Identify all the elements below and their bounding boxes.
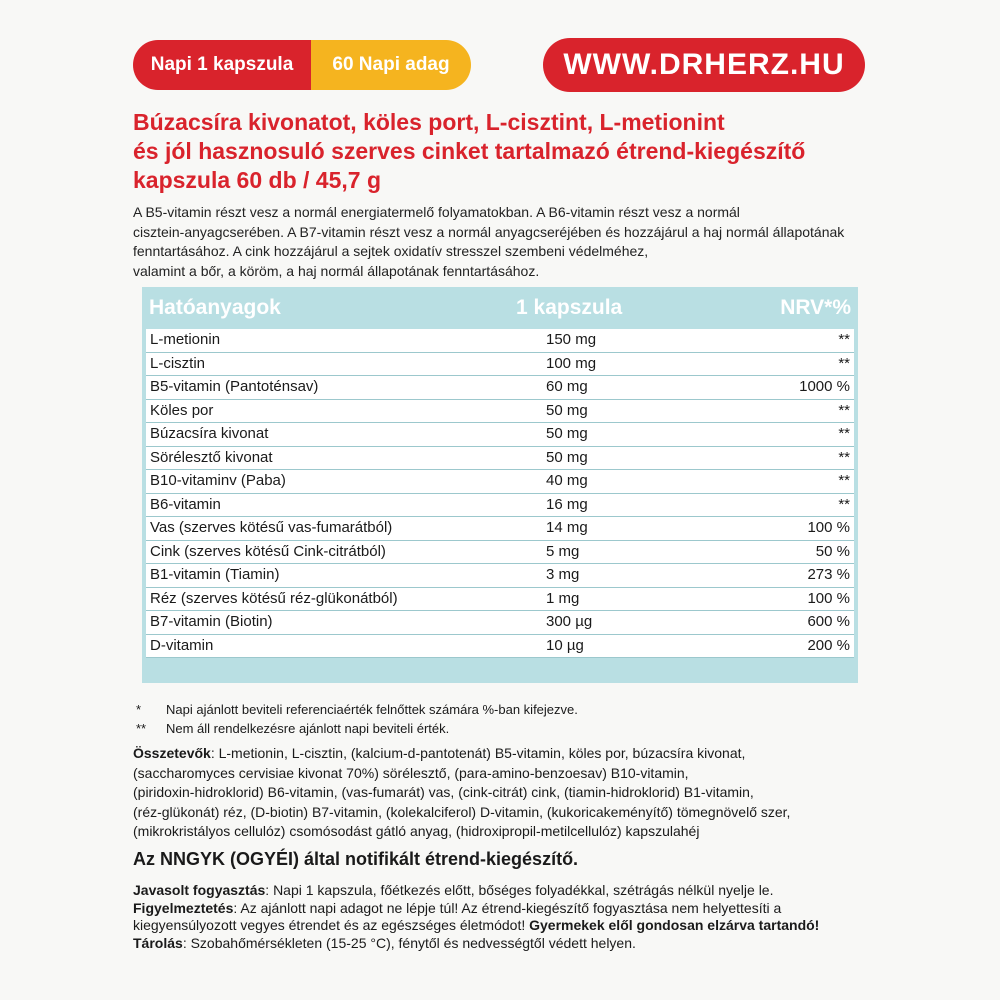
table-row (146, 611, 854, 635)
website-link[interactable]: WWW.DRHERZ.HU (543, 38, 865, 92)
ingredient-nrv: 600 % (807, 613, 850, 630)
ingredient-name: L-metionin (150, 331, 221, 348)
warning-bold-text: Gyermekek elől gondosan elzárva tartandó! (529, 917, 820, 933)
ingredient-name: Köles por (150, 401, 214, 419)
ingredient-nrv: ** (838, 401, 850, 419)
ingredient-nrv: ** (838, 331, 850, 348)
daily-dose-label: Napi 1 kapszula (133, 40, 311, 90)
ingredient-name: B10-vitaminv (Paba) (150, 472, 286, 489)
ingredients-line: (piridoxin-hidroklorid) B6-vitamin, (vas-fumarát) vas, (cink-citrát) cink, (tiamin-hidroklorid) B1-vitamin, (133, 784, 754, 800)
warning-text: kiegyensúlyozott vegyes étrendet és az egészséges életmódot! (133, 917, 530, 933)
intro-line: cisztein-anyagcserében. A B7-vitamin részt vesz a normál anyagcseréjében és hozzájárul a haj normál állapotának (133, 223, 845, 240)
ingredient-name: L-cisztin (150, 354, 206, 372)
ingredient-nrv: ** (838, 354, 850, 372)
notification-statement: Az NNGYK (OGYÉI) által notifikált étrend-kiegészítő. (133, 849, 579, 869)
ingredients-section (133, 744, 873, 842)
table-body (146, 329, 854, 658)
recommended-line (133, 882, 873, 900)
ingredient-nrv: 100 % (807, 519, 850, 536)
warning-label: Figyelmeztetés (133, 899, 234, 916)
ingredient-amount: 50 mg (546, 425, 588, 442)
ingredient-amount: 1 mg (546, 589, 580, 607)
ingredients-line: (mikrokristályos cellulóz) csomósodást gátló anyag, (hidroxipropil-metilcellulóz) kapszulahéj (133, 823, 700, 839)
portion-count-label: 60 Napi adag (311, 40, 471, 90)
ingredient-name: Cink (szerves kötésű Cink-citrátból) (150, 542, 386, 560)
table-header (143, 287, 857, 329)
ingredient-amount: 50 mg (546, 401, 588, 419)
footnote-text: Nem áll rendelkezésre ajánlott napi beviteli érték. (166, 721, 450, 736)
ingredient-nrv: ** (838, 448, 850, 466)
dosage-pill (133, 40, 471, 90)
table-row (146, 329, 854, 353)
footnotes (133, 700, 873, 738)
ingredient-nrv: 50 % (815, 542, 850, 560)
ingredient-amount: 50 mg (546, 448, 588, 466)
ingredient-nrv: 1000 % (799, 378, 850, 395)
ingredient-name: Réz (szerves kötésű réz-glükonátból) (150, 589, 398, 607)
table-row (146, 635, 854, 659)
ingredient-amount: 40 mg (546, 472, 588, 489)
storage-label: Tárolás (133, 934, 183, 951)
intro-line: A B5-vitamin részt vesz a normál energiatermelő folyamatokban. A B6-vitamin részt vesz a normál (133, 204, 740, 220)
ingredients-line: (saccharomyces cervisiae kivonat 70%) sörélesztő, (para-amino-benzoesav) B10-vitamin, (133, 764, 689, 781)
ingredients-line (133, 744, 873, 764)
usage-section (133, 882, 873, 952)
ingredient-name: B6-vitamin (150, 495, 221, 513)
recommended-label: Javasolt fogyasztás (133, 882, 266, 898)
ingredient-nrv: ** (838, 425, 850, 442)
footnote-mark: * (136, 702, 142, 717)
product-headline (133, 108, 873, 195)
table-row (146, 353, 854, 377)
intro-line: fenntartásához. A cink hozzájárul a sejtek oxidatív stresszel szembeni védelméhez, (133, 243, 649, 259)
ingredient-amount: 100 mg (546, 354, 597, 372)
header-ingredient: Hatóanyagok (149, 296, 281, 319)
footnote-mark: ** (136, 721, 147, 736)
table-row (146, 588, 854, 612)
ingredients-text: : L-metionin, L-cisztin, (kalcium-d-pantotenát) B5-vitamin, köles por, búzacsíra kivonat, (210, 745, 746, 761)
table-row (146, 423, 854, 447)
ingredient-amount: 3 mg (546, 566, 580, 583)
ingredient-name: B1-vitamin (Tiamin) (150, 566, 280, 583)
ingredients-label: Összetevők (133, 745, 211, 761)
ingredient-nrv: 100 % (807, 589, 850, 607)
table-row (146, 447, 854, 471)
footnote (133, 700, 873, 719)
warning-line (133, 900, 873, 918)
storage-text: : Szobahőmérsékleten (15-25 °C), fénytől és nedvességtől védett helyen. (182, 934, 636, 951)
header-amount: 1 kapszula (516, 296, 623, 319)
ingredient-name: Vas (szerves kötésű vas-fumarátból) (150, 519, 393, 536)
table-row (146, 470, 854, 494)
warning-line (133, 917, 873, 935)
ingredient-amount: 16 mg (546, 495, 588, 513)
header-nrv: NRV*% (780, 296, 851, 319)
table-row (146, 564, 854, 588)
table-row (146, 541, 854, 565)
ingredient-amount: 5 mg (546, 542, 580, 560)
ingredient-name: D-vitamin (150, 636, 214, 654)
ingredient-name: Búzacsíra kivonat (150, 425, 269, 442)
footnote-text: Napi ajánlott beviteli referenciaérték felnőttek számára %-ban kifejezve. (166, 702, 578, 717)
storage-line (133, 935, 873, 953)
intro-text (133, 203, 873, 281)
ingredient-name: B7-vitamin (Biotin) (150, 613, 273, 630)
headline-line: kapszula 60 db / 45,7 g (133, 167, 381, 193)
ingredient-name: Sörélesztő kivonat (150, 448, 273, 466)
ingredient-amount: 14 mg (546, 519, 588, 536)
table-row (146, 376, 854, 400)
ingredient-nrv: 200 % (807, 636, 850, 654)
ingredient-amount: 150 mg (546, 331, 597, 348)
ingredient-nrv: 273 % (807, 566, 850, 583)
warning-text: : Az ajánlott napi adagot ne lépje túl! Az étrend-kiegészítő fogyasztása nem helyettesíti a (233, 899, 782, 916)
ingredients-line: (réz-glükonát) réz, (D-biotin) B7-vitamin, (kolekalciferol) D-vitamin, (kukoricakeményítő) tömegnövelő szer, (133, 803, 791, 820)
footnote (133, 719, 873, 738)
recommended-text: : Napi 1 kapszula, főétkezés előtt, bőséges folyadékkal, szétrágás nélkül nyelje le. (265, 882, 774, 898)
headline-line: és jól hasznosuló szerves cinket tartalmazó étrend-kiegészítő (133, 138, 806, 164)
ingredient-amount: 60 mg (546, 378, 588, 395)
ingredient-nrv: ** (838, 472, 850, 489)
ingredient-amount: 10 µg (546, 636, 584, 654)
table-row (146, 400, 854, 424)
headline-line: Búzacsíra kivonatot, köles port, L-cisztint, L-metionint (133, 109, 725, 135)
nutrition-table (142, 287, 858, 683)
ingredient-amount: 300 µg (546, 613, 593, 630)
ingredient-name: B5-vitamin (Pantoténsav) (150, 378, 319, 395)
intro-line: valamint a bőr, a köröm, a haj normál állapotának fenntartásához. (133, 262, 540, 279)
ingredient-nrv: ** (838, 495, 850, 513)
table-row (146, 494, 854, 518)
table-row (146, 517, 854, 541)
